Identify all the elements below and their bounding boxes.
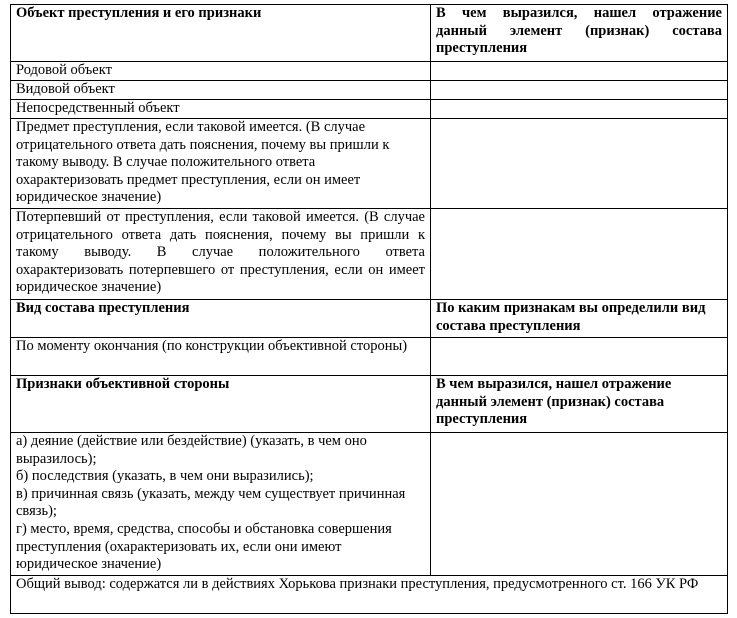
composition-criteria-cell	[431, 300, 728, 338]
subject-of-crime-text: Предмет преступления, если таковой имеется. (В случае отрицательного ответа дать пояснения, почему вы пришли к такому выводу. В случае положительного ответа охарактеризовать предмет преступления, если он имеет юридическое значение)	[16, 119, 390, 206]
table-row-generic-object	[11, 62, 728, 81]
objective-side-item-causal-link: в) причинная связь (указать, между чем существует причинная связь);	[16, 485, 406, 520]
specific-object-label: Видовой объект	[16, 81, 115, 97]
general-conclusion-text: Общий вывод: содержатся ли в действиях Хорькова признаки преступления, предусмотренного ст. 166 УК РФ	[16, 576, 699, 592]
crime-analysis-table	[10, 4, 728, 614]
objective-side-answer-cell[interactable]	[431, 433, 728, 576]
victim-text: Потерпевший от преступления, если таковой имеется. (В случае отрицательного ответа дать пояснения, почему вы пришли к такому выводу. В случае положительного ответа охарактеризовать потерпевшего от преступления, если он имеет юридическое значение)	[16, 209, 425, 296]
table-row-direct-object	[11, 100, 728, 119]
direct-object-cell	[11, 100, 431, 119]
header-reflection-label: В чем выразился, нашел отражение данный элемент (признак) состава преступления	[436, 5, 722, 57]
victim-answer-cell[interactable]	[431, 209, 728, 300]
specific-object-cell	[11, 81, 431, 100]
completion-moment-text: По моменту окончания (по конструкции объективной стороны)	[16, 338, 408, 354]
table-row-victim	[11, 209, 728, 300]
completion-moment-answer-cell[interactable]	[431, 338, 728, 376]
subject-of-crime-answer-cell[interactable]	[431, 119, 728, 209]
table-row-general-conclusion	[11, 576, 728, 614]
objective-side-item-consequences: б) последствия (указать, в чем они выразились);	[16, 468, 314, 485]
objective-side-reflection-label: В чем выразился, нашел отражение данный элемент (признак) состава преступления	[436, 376, 672, 428]
composition-type-cell	[11, 300, 431, 338]
victim-cell	[11, 209, 431, 300]
direct-object-answer-cell[interactable]	[431, 100, 728, 119]
composition-type-label: Вид состава преступления	[16, 300, 190, 316]
subject-of-crime-cell	[11, 119, 431, 209]
objective-side-reflection-cell	[431, 376, 728, 433]
table-row-object-header	[11, 5, 728, 62]
objective-side-items-cell	[11, 433, 431, 576]
composition-criteria-label: По каким признакам вы определили вид состава преступления	[436, 300, 706, 334]
general-conclusion-cell	[11, 576, 728, 614]
generic-object-label: Родовой объект	[16, 62, 112, 78]
table-row-objective-side-items	[11, 433, 728, 576]
header-reflection-cell	[431, 5, 728, 62]
header-object-label: Объект преступления и его признаки	[16, 5, 262, 21]
table-row-objective-side-header	[11, 376, 728, 433]
specific-object-answer-cell[interactable]	[431, 81, 728, 100]
table-row-subject-of-crime	[11, 119, 728, 209]
objective-side-item-act: а) деяние (действие или бездействие) (указать, в чем оно выразилось);	[16, 433, 367, 467]
table-row-completion-moment	[11, 338, 728, 376]
objective-side-item-circumstances: г) место, время, средства, способы и обстановка совершения преступления (охарактеризовать их, если они имеют юридическое значение)	[16, 520, 392, 573]
generic-object-answer-cell[interactable]	[431, 62, 728, 81]
objective-side-label: Признаки объективной стороны	[16, 376, 230, 392]
table-row-composition-type-header	[11, 300, 728, 338]
direct-object-label: Непосредственный объект	[16, 100, 180, 116]
table-row-specific-object	[11, 81, 728, 100]
completion-moment-cell	[11, 338, 431, 376]
objective-side-cell	[11, 376, 431, 433]
generic-object-cell	[11, 62, 431, 81]
header-object-cell	[11, 5, 431, 62]
